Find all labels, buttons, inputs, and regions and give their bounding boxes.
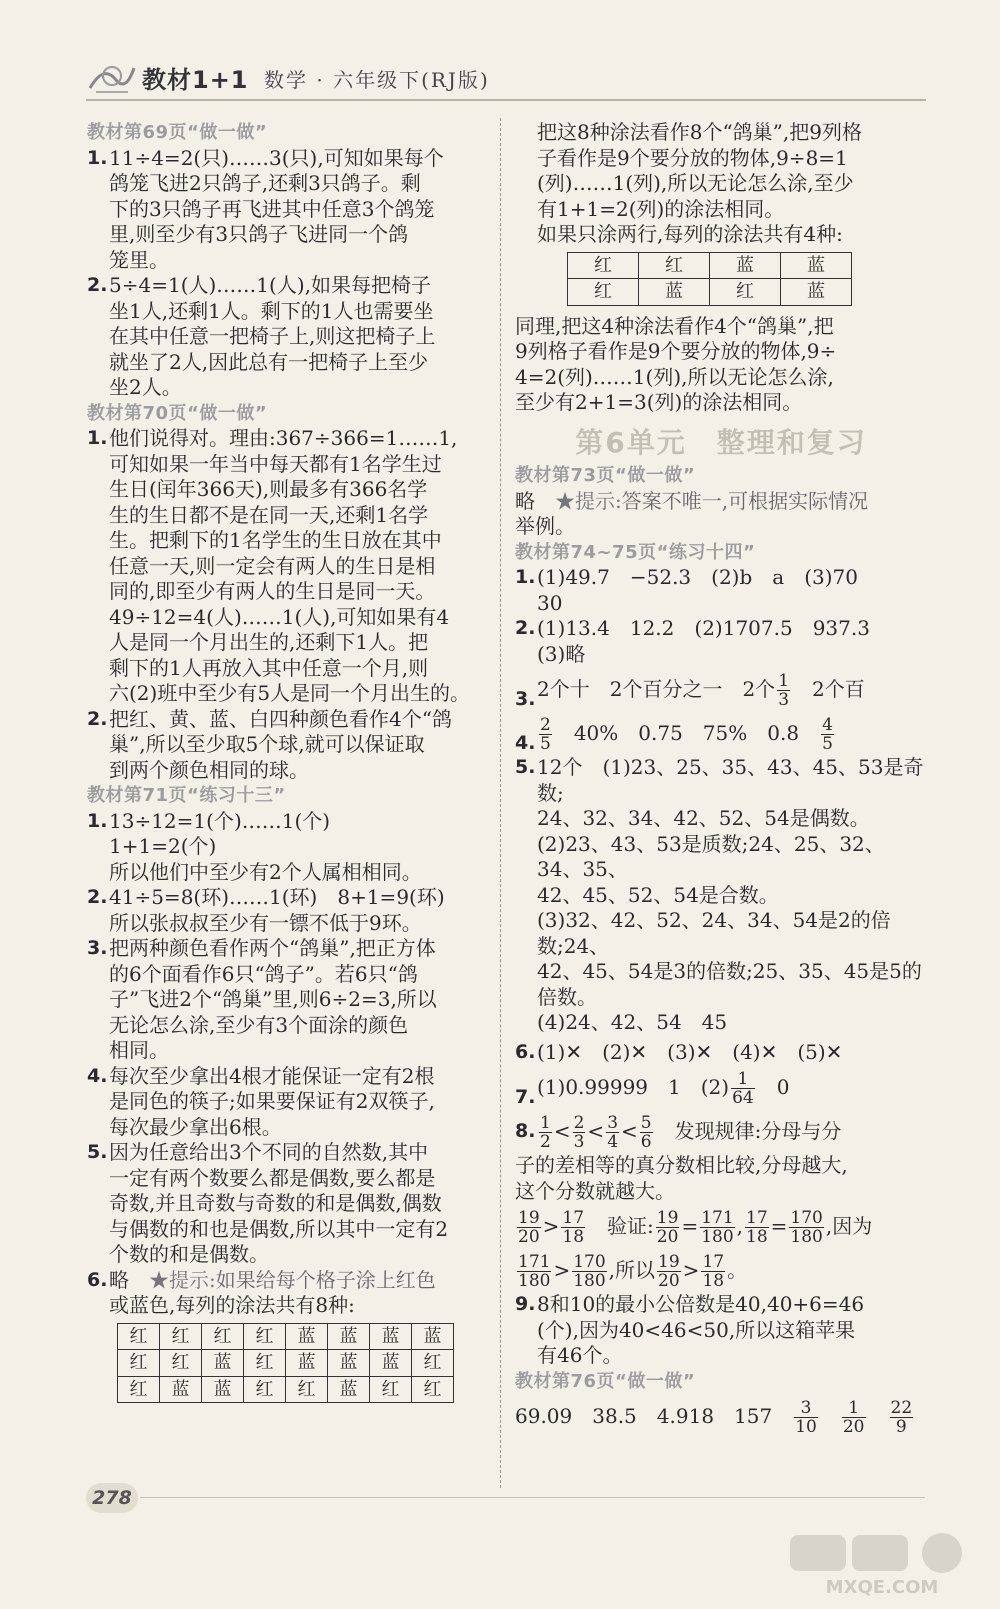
section-heading: 教材第71页“练习十三”	[87, 785, 286, 806]
fraction	[842, 1399, 866, 1436]
less-than-sign: <	[553, 1119, 571, 1143]
numerator: 3	[794, 1399, 818, 1418]
denominator: 18	[562, 1227, 585, 1247]
fraction	[657, 1253, 681, 1290]
item-number: 7.	[515, 1086, 536, 1108]
table-row	[118, 1323, 454, 1350]
section-heading: 教材第70页“做一做”	[87, 402, 268, 424]
answer-text: 0	[756, 1075, 790, 1099]
answer-line: 无论怎么涂,至少有3个面涂的颜色	[109, 1012, 409, 1037]
answer-item	[87, 1064, 487, 1141]
numerator: 171	[518, 1252, 551, 1272]
answer-line: 因为任意给出3个不同的自然数,其中	[109, 1140, 429, 1164]
answer-line: 与偶数的和也是偶数,所以其中一定有2	[109, 1216, 449, 1241]
numerator: 5	[640, 1113, 652, 1133]
less-than-sign: <	[621, 1119, 638, 1143]
table-row	[568, 252, 852, 279]
numerator: 171	[701, 1208, 734, 1228]
answer-text: ,因为	[825, 1214, 873, 1238]
answer-item	[87, 885, 487, 936]
answer-line: 8和10的最小公倍数是40,40+6=46	[537, 1292, 865, 1316]
numerator: 170	[573, 1252, 606, 1272]
answer-line: 所以张叔叔至少有一镖不低于9环。	[109, 910, 422, 935]
numerator: 19	[658, 1252, 680, 1272]
table-cell: 蓝	[160, 1376, 202, 1403]
denominator: 180	[790, 1227, 823, 1247]
hint-text: 答案不唯一,可根据实际情况	[621, 488, 869, 513]
subject-grade: 数学 · 六年级下(RJ版)	[264, 68, 490, 92]
table-cell: 蓝	[412, 1323, 454, 1350]
denominator: 5	[540, 734, 551, 754]
answer-line: 子看作是9个要分放的物体,9÷8=1	[537, 145, 848, 170]
less-than-sign: <	[587, 1119, 605, 1143]
answer-line: 生的生日都不是在同一天,还剩1名学	[109, 502, 429, 527]
answer-line: 任意一天,则一定会有两人的生日是相	[109, 553, 436, 578]
answer-text: 发现规律:分母与分	[654, 1119, 842, 1143]
answer-line: (3)32、42、52、24、34、54是2的倍数;24、	[537, 908, 891, 958]
fraction	[573, 1114, 586, 1151]
fraction	[539, 1114, 552, 1151]
fraction	[517, 1209, 541, 1246]
answer-text: 2个百	[792, 677, 865, 701]
answer-line: 举例。	[515, 514, 575, 538]
answer-text: 验证:	[587, 1214, 654, 1238]
fraction	[561, 1209, 585, 1246]
denominator: 20	[842, 1417, 865, 1437]
answer-line: 12个 (1)23、25、35、43、45、53是奇数;	[537, 755, 924, 805]
item-number: 2.	[87, 274, 108, 296]
watermark-logo-icon	[782, 1529, 982, 1599]
answer-line	[515, 1248, 927, 1292]
fraction	[731, 1070, 755, 1107]
equals-sign: =	[681, 1214, 699, 1238]
answer-line: 子的差相等的真分数相比较,分母越大,	[515, 1153, 848, 1177]
fraction	[640, 1114, 653, 1151]
answer-line: (2)23、43、53是质数;24、25、32、34、35、	[537, 831, 885, 881]
answer-line: 至少有2+1=3(列)的涂法相同。	[515, 390, 803, 414]
fraction	[777, 672, 790, 709]
greater-than-sign: >	[542, 1214, 560, 1238]
fraction	[539, 716, 552, 753]
answer-line	[537, 1109, 927, 1153]
item-number: 2.	[515, 617, 536, 639]
answer-line: 同理,把这4种涂法看作4个“鸽巢”,把	[515, 313, 834, 338]
answer-item	[515, 711, 927, 755]
denominator: 18	[702, 1271, 725, 1291]
answer-line: 30	[537, 590, 563, 615]
table-cell: 红	[118, 1323, 160, 1350]
answer-line: 里,则至少有3只鸽子飞进同一个鸽	[109, 222, 409, 246]
answer-item	[515, 667, 927, 711]
numerator: 1	[842, 1399, 866, 1418]
item-number: 6.	[87, 1268, 108, 1291]
answer-line: 把两种颜色看作两个“鸽巢”,把正方体	[109, 936, 436, 960]
answer-line: 坐2人。	[109, 375, 182, 399]
answer-item	[515, 616, 927, 667]
answer-line: 倍数。	[537, 984, 597, 1009]
answer-line: 剩下的1人再放入其中任意一个月,则	[109, 655, 429, 680]
page-header	[86, 58, 916, 98]
denominator: 2	[540, 1132, 551, 1152]
denominator: 6	[640, 1132, 652, 1152]
answer-text: 69.09 38.5 4.918 157	[515, 1404, 793, 1428]
fraction	[890, 1399, 914, 1436]
table-cell: 红	[286, 1376, 328, 1403]
answer-line: 笼里。	[109, 247, 169, 272]
answer-line: 或蓝色,每列的涂法共有8种:	[109, 1293, 355, 1317]
answer-line: 9列格子看作是9个要分放的物体,9÷	[515, 339, 837, 363]
table-cell: 红	[412, 1350, 454, 1377]
item-number: 1.	[87, 427, 108, 449]
answer-line: (列)……1(列),所以无论怎么涂,至少	[537, 171, 854, 195]
answer-item	[515, 1040, 927, 1066]
table-cell: 蓝	[328, 1350, 370, 1377]
answer-line: 他们说得对。理由:367÷366=1……1,	[109, 426, 458, 450]
table-cell: 蓝	[328, 1323, 370, 1350]
answer-item	[87, 1268, 487, 1319]
answer-item	[87, 809, 487, 886]
section-heading: 教材第74~75页“练习十四”	[515, 541, 756, 563]
answer-line: 如果只涂两行,每列的涂法共有4种:	[537, 222, 843, 246]
table-cell: 红	[160, 1323, 202, 1350]
answer-line: 13÷12=1(个)……1(个)	[109, 808, 331, 833]
fraction	[794, 1399, 818, 1436]
table-cell: 蓝	[370, 1323, 412, 1350]
brief-answer: 略	[515, 488, 535, 513]
item-number: 1.	[87, 146, 108, 169]
answer-item	[87, 146, 487, 274]
table-cell: 蓝	[781, 252, 852, 279]
answer-line: 可知如果一年当中每天都有1名学生过	[109, 451, 442, 476]
table-cell: 蓝	[328, 1376, 370, 1403]
answer-line: 24、32、34、42、52、54是偶数。	[537, 806, 870, 830]
numerator: 4	[822, 715, 833, 735]
answer-line: 所以他们中至少有2个人属相相同。	[109, 859, 422, 884]
answer-line: 有46个。	[537, 1343, 623, 1367]
item-number: 2.	[87, 707, 108, 730]
answer-line: 就坐了2人,因此总有一把椅子上至少	[109, 349, 429, 374]
answer-line: 一定有两个数要么都是偶数,要么都是	[109, 1165, 436, 1190]
hint-star-icon: ★提示:	[555, 488, 622, 513]
fraction	[700, 1209, 734, 1246]
page-number: 278	[86, 1483, 138, 1513]
item-number: 4.	[515, 732, 536, 754]
watermark-text: MXQE.COM	[825, 1577, 939, 1598]
denominator: 64	[732, 1088, 754, 1108]
coloring-table-4	[567, 252, 852, 306]
answer-line: 49÷12=4(人)……1(人),可知如果有4	[109, 604, 450, 629]
answer-line: 41÷5=8(环)……1(环) 8+1=9(环)	[109, 885, 445, 909]
left-column	[87, 120, 487, 1409]
fraction	[701, 1253, 725, 1290]
table-cell: 蓝	[370, 1350, 412, 1377]
answer-line: 到两个颜色相同的球。	[109, 757, 309, 782]
item-number: 6.	[515, 1040, 536, 1063]
numerator: 19	[518, 1208, 540, 1228]
brand-title: 教材1+1	[142, 66, 249, 94]
table-cell: 红	[118, 1376, 160, 1403]
table-cell: 红	[202, 1323, 244, 1350]
denominator: 4	[607, 1132, 619, 1152]
answer-line	[515, 1204, 927, 1248]
answer-line: 同的,即至少有两人的生日是同一天。	[109, 579, 436, 603]
book-logo-icon	[86, 58, 138, 98]
numerator: 17	[702, 1252, 725, 1272]
answer-line: 生。把剩下的1名学生的生日放在其中	[109, 528, 442, 552]
answer-line: 奇数,并且奇数与奇数的和是偶数,偶数	[109, 1191, 442, 1215]
answer-line: 鸽笼飞进2只鸽子,还剩3只鸽子。剩	[109, 171, 421, 195]
denominator: 10	[795, 1417, 817, 1437]
numerator: 3	[607, 1113, 619, 1133]
table-cell: 蓝	[781, 279, 852, 306]
greater-than-sign: >	[553, 1258, 571, 1282]
answer-line: 生日(闰年366天),则最多有366名学	[109, 477, 428, 501]
item-number: 2.	[87, 886, 108, 908]
fraction	[572, 1253, 606, 1290]
right-column	[515, 120, 927, 1438]
table-cell: 红	[118, 1350, 160, 1377]
answer-line	[109, 1268, 487, 1294]
table-cell: 红	[244, 1376, 286, 1403]
table-cell: 红	[639, 252, 710, 279]
fraction	[821, 716, 834, 753]
greater-than-sign: >	[682, 1258, 700, 1282]
table-cell: 蓝	[286, 1323, 328, 1350]
unit-title: 第6单元 整理和复习	[575, 425, 867, 459]
item-number: 3.	[87, 937, 108, 959]
answer-item	[87, 936, 487, 1064]
answer-line: 42、45、54是3的倍数;25、35、45是5的	[537, 959, 922, 983]
answer-line: 1+1=2(个)	[109, 834, 217, 858]
answer-text: 2个十 2个百分之一 2个	[537, 677, 776, 701]
numerator: 17	[746, 1208, 768, 1228]
answer-line: 在其中任意一把椅子上,则这把椅子上	[109, 324, 436, 348]
answer-item	[515, 1065, 927, 1109]
table-cell: 红	[160, 1350, 202, 1377]
answer-line: (4)24、42、54 45	[537, 1010, 728, 1034]
numerator: 1	[540, 1113, 551, 1133]
numerator: 1	[731, 1070, 755, 1089]
denominator: 18	[746, 1227, 768, 1247]
answer-item	[87, 426, 487, 707]
numerator: 2	[540, 715, 551, 735]
answer-line: 有1+1=2(列)的涂法相同。	[537, 196, 785, 221]
answer-line: 子”飞进2个“鸽巢”里,则6÷2=3,所以	[109, 987, 437, 1011]
answer-line: 把这8种涂法看作8个“鸽巢”,把9列格	[537, 120, 862, 144]
answer-line: 下的3只鸽子再飞进其中任意3个鸽笼	[109, 196, 435, 221]
hint-text: 如果给每个格子涂上红色	[215, 1267, 436, 1292]
table-cell: 红	[370, 1376, 412, 1403]
answer-line: 5÷4=1(人)……1(人),如果每把椅子	[109, 273, 431, 297]
answer-line	[515, 1394, 927, 1438]
column-divider	[500, 118, 501, 1488]
table-cell: 蓝	[202, 1376, 244, 1403]
answer-item	[515, 755, 927, 1036]
item-number: 1.	[515, 566, 536, 588]
denominator: 9	[895, 1417, 907, 1437]
item-number: 9.	[515, 1293, 536, 1315]
denominator: 20	[656, 1227, 679, 1247]
table-cell: 红	[710, 279, 781, 306]
denominator: 3	[573, 1132, 585, 1152]
numerator: 2	[573, 1113, 585, 1133]
answer-text: 40% 0.75 75% 0.8	[553, 721, 820, 745]
fraction	[656, 1209, 680, 1246]
answer-line: 的6个面看作6只“鸽子”。若6只“鸽	[109, 961, 418, 986]
denominator: 20	[658, 1271, 680, 1291]
denominator: 180	[701, 1227, 734, 1247]
equals-sign: =	[770, 1214, 788, 1238]
table-cell: 蓝	[639, 279, 710, 306]
answer-item	[87, 273, 487, 401]
answer-line: 这个分数就越大。	[515, 1178, 675, 1203]
table-cell: 红	[244, 1350, 286, 1377]
answer-line: 4=2(列)……1(列),所以无论怎么涂,	[515, 364, 834, 389]
section-heading: 教材第73页“做一做”	[515, 465, 696, 486]
answer-line: 每次至少拿出4根才能保证一定有2根	[109, 1063, 435, 1088]
answer-item	[515, 1109, 927, 1153]
fraction	[606, 1114, 619, 1151]
item-number: 1.	[87, 809, 108, 832]
section-heading: 教材第76页“做一做”	[515, 1370, 696, 1392]
numerator: 19	[656, 1208, 679, 1228]
answer-line: 个数的和是偶数。	[109, 1242, 269, 1266]
item-number: 5.	[87, 1141, 108, 1163]
numerator: 22	[890, 1398, 913, 1418]
answer-text: (1)0.99999 1 (2)	[537, 1075, 730, 1099]
footer-rule	[140, 1497, 925, 1498]
numerator: 1	[778, 671, 790, 691]
item-number: 3.	[515, 688, 536, 710]
answer-line: 是同色的筷子;如果要保证有2双筷子,	[109, 1089, 435, 1113]
numerator: 170	[790, 1208, 823, 1228]
answer-line: (1)13.4 12.2 (2)1707.5 937.3	[537, 616, 870, 640]
answer-line: 巢”,所以至少取5个球,就可以保证取	[109, 732, 425, 756]
denominator: 5	[822, 734, 833, 754]
table-cell: 蓝	[286, 1350, 328, 1377]
section-heading: 教材第69页“做一做”	[87, 122, 268, 143]
answer-item	[515, 1292, 927, 1369]
denominator: 20	[518, 1227, 540, 1247]
answer-line: 人是同一个月出生的,还剩下1人。把	[109, 630, 429, 654]
answer-item	[87, 1140, 487, 1268]
brief-answer: 略	[109, 1267, 129, 1292]
fraction	[789, 1209, 823, 1246]
answer-line: 每次最少拿出6根。	[109, 1114, 282, 1139]
table-cell: 蓝	[710, 252, 781, 279]
denominator: 3	[778, 690, 790, 710]
comma: ,	[736, 1214, 744, 1238]
table-cell: 红	[568, 279, 639, 306]
answer-line	[515, 489, 927, 515]
item-number: 8.	[515, 1120, 536, 1142]
answer-line: (3)略	[537, 641, 586, 666]
answer-line: 42、45、52、54是合数。	[537, 882, 779, 907]
item-number: 5.	[515, 756, 536, 778]
table-cell: 红	[568, 252, 639, 279]
table-row	[118, 1350, 454, 1377]
table-cell: 红	[244, 1323, 286, 1350]
fraction	[517, 1253, 551, 1290]
answer-item	[87, 707, 487, 784]
answer-text: 。	[727, 1258, 748, 1282]
table-cell: 蓝	[202, 1350, 244, 1377]
numerator: 17	[562, 1208, 585, 1228]
denominator: 180	[518, 1271, 551, 1291]
answer-line: 11÷4=2(只)……3(只),可知如果每个	[109, 145, 444, 170]
table-cell: 红	[412, 1376, 454, 1403]
answer-line: 坐1人,还剩1人。剩下的1人也需要坐	[109, 298, 434, 323]
answer-line: (1)✕ (2)✕ (3)✕ (4)✕ (5)✕	[537, 1039, 843, 1064]
fraction	[745, 1209, 769, 1246]
answer-line: 六(2)班中至少有5人是同一个月出生的。	[109, 681, 471, 705]
table-row	[568, 279, 852, 306]
answer-line: (个),因为40<46<50,所以这箱苹果	[537, 1317, 856, 1342]
answer-line: (1)49.7 −52.3 (2)b a (3)70	[537, 565, 858, 589]
item-number: 4.	[87, 1064, 108, 1087]
header-rule	[86, 99, 926, 101]
answer-text: ,所以	[608, 1258, 656, 1282]
answer-line: 相同。	[109, 1038, 169, 1062]
table-row	[118, 1376, 454, 1403]
answer-line: 把红、黄、蓝、白四种颜色看作4个“鸽	[109, 706, 452, 731]
denominator: 180	[573, 1271, 606, 1291]
hint-star-icon: ★提示:	[149, 1267, 216, 1292]
answer-item	[515, 565, 927, 616]
coloring-table-8	[117, 1323, 454, 1404]
